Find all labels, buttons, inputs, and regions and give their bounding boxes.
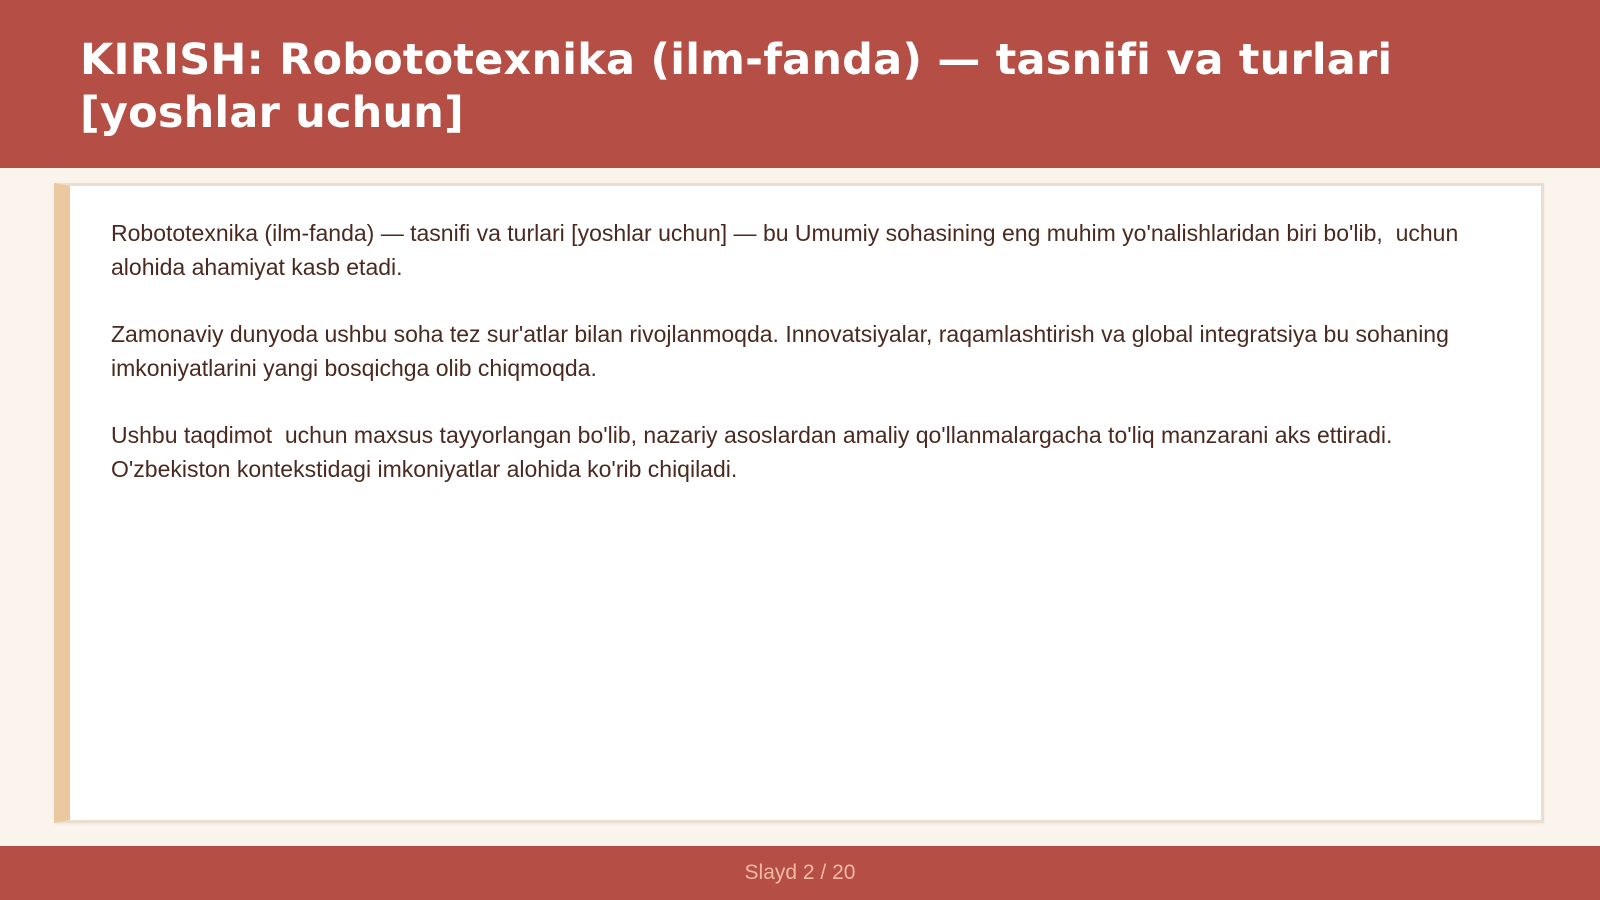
content-card bbox=[54, 183, 1544, 823]
slide-header bbox=[0, 0, 1600, 168]
slide-title: KIRISH: Robototexnika (ilm-fanda) — tasnifi va turlari [yoshlar uchun] bbox=[80, 35, 1393, 138]
paragraph-modern-world: Zamonaviy dunyoda ushbu soha tez sur'atlar bilan rivojlanmoqda. Innovatsiyalar, raqamlashtirish va global integratsiya bu sohaning imkoniyatlarini yangi bosqichga olib chiqmoqda. bbox=[111, 321, 1456, 381]
paragraph-presentation-scope: Ushbu taqdimot uchun maxsus tayyorlangan bo'lib, nazariy asoslardan amaliy qo'llanmalargacha to'liq manzarani aks ettiradi. O'zbekiston kontekstidagi imkoniyatlar alohida ko'rib chiqiladi. bbox=[111, 422, 1399, 482]
slide-footer bbox=[0, 846, 1600, 900]
slide-number: Slayd 2 / 20 bbox=[744, 861, 856, 884]
paragraph-intro: Robototexnika (ilm-fanda) — tasnifi va turlari [yoshlar uchun] — bu Umumiy sohasining eng muhim yo'nalishlaridan biri bo'lib, uchun alohida ahamiyat kasb etadi. bbox=[111, 220, 1465, 280]
